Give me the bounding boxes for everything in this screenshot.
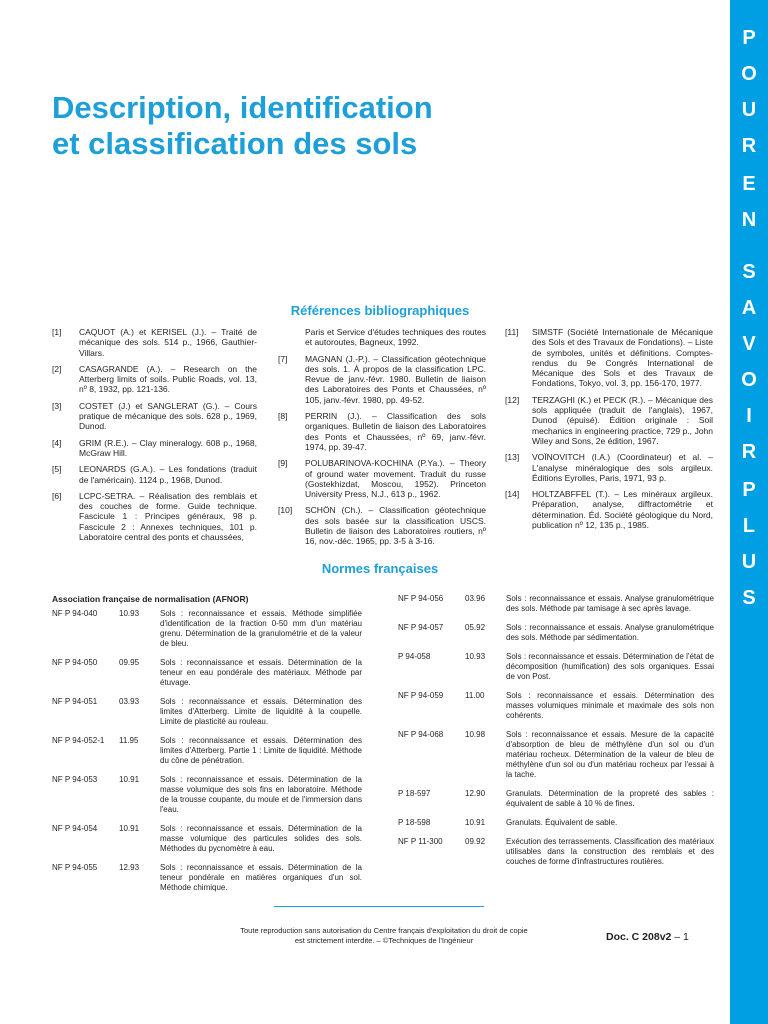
references-column-1 <box>52 327 257 548</box>
norme-date: 10.98 <box>465 730 486 739</box>
reference-number: [2] <box>52 363 62 374</box>
norme-text: Sols : reconnaissance et essais. Détermination de l'état de décomposition (humification) des sols organiques. Essai de von Post. <box>506 652 714 681</box>
norme-item <box>52 824 362 854</box>
sidebar-letter: U <box>741 99 757 121</box>
norme-code: NF P 11-300 <box>398 837 443 846</box>
doc-code: Doc. C 208v2 <box>606 931 672 943</box>
norme-item <box>398 837 714 867</box>
footer-divider <box>274 906 484 907</box>
sidebar-word-pour <box>730 20 768 164</box>
reference-item <box>52 491 257 542</box>
norme-date: 03.96 <box>465 594 486 603</box>
norme-item <box>52 697 362 727</box>
reference-text: COSTET (J.) et SANGLERAT (G.). – Cours pratique de mécanique des sols. 628 p., 1969, Dunod. <box>79 400 257 432</box>
reference-number: [3] <box>52 400 62 411</box>
references-column-3 <box>505 327 713 536</box>
reference-number: [8] <box>278 411 288 422</box>
sidebar-letter: V <box>742 333 756 355</box>
reference-item <box>505 395 713 446</box>
norme-date: 12.90 <box>465 789 486 798</box>
reference-number: [11] <box>505 327 519 337</box>
norme-date: 10.91 <box>465 818 486 827</box>
sidebar-letter: O <box>741 63 757 85</box>
norme-text: Sols : reconnaissance et essais. Détermination des limites d'Atterberg. Limite de liquidité à la coupelle. Limite de plasticité au rouleau. <box>160 697 362 726</box>
norme-text: Sols : reconnaissance et essais. Mesure de la capacité d'absorption de bleu de méthylène d'un sol ou d'un matériau rocheux. Détermination de la valeur de bleu de méthylène d'un sol ou d'un matériau rocheux par l'essai à la tache. <box>506 730 714 779</box>
reference-item <box>52 364 257 395</box>
reference-number: [6] <box>52 490 62 501</box>
reference-text: HOLTZABFFEL (T.). – Les minéraux argileux. Préparation, analyse, diffractométrie et détermination. Éd. Société géologique du Nord, publication nº 12, 135 p., 1985. <box>532 489 713 531</box>
norme-code: NF P 94-068 <box>398 730 444 739</box>
norme-code: NF P 94-059 <box>398 691 444 700</box>
references-column-2 <box>278 327 486 553</box>
sidebar-letter: L <box>742 515 756 537</box>
reference-text: LCPC-SETRA. – Réalisation des remblais et des couches de forme. Guide technique. Fascicule 1 : Principes généraux, 98 p. Fascicule 2 : Annexes techniques, 101 p. Laboratoire central des ponts et chaussées, <box>79 490 257 543</box>
reference-item <box>278 458 486 499</box>
reference-text: GRIM (R.E.). – Clay mineralogy. 608 p., 1968, McGraw Hill. <box>79 437 257 458</box>
norme-code: NF P 94-053 <box>52 775 98 784</box>
sidebar-letter: S <box>742 587 756 609</box>
norme-text: Granulats. Détermination de la propreté des sables : équivalent de sable à 10 % de fines. <box>506 789 714 808</box>
norme-date: 09.92 <box>465 837 486 846</box>
sidebar-letter: O <box>741 369 757 391</box>
reference-text: CAQUOT (A.) et KERISEL (J.). – Traité de mécanique des sols. 514 p., 1966, Gauthier-Villars. <box>79 327 257 358</box>
norme-text: Sols : reconnaissance et essais. Détermination de la masse volumique des particules solides des sols. Méthodes du pycnomètre à eau. <box>160 824 362 853</box>
norme-text: Sols : reconnaissance et essais. Détermination des masses volumiques minimale et maximale des sols non cohérents. <box>506 691 714 720</box>
norme-date: 12.93 <box>119 863 140 872</box>
reference-text: PERRIN (J.). – Classification des sols organiques. Bulletin de liaison des Laboratoires des Ponts et Chaussées, nº 69, janv.-févr. 1974, pp. 39-47. <box>305 411 486 452</box>
norme-date: 10.93 <box>465 652 486 661</box>
norme-code: NF P 94-040 <box>52 609 98 618</box>
norme-text: Sols : reconnaissance et essais. Détermination de la teneur pondérale en matières organiques d'un sol. Méthode chimique. <box>160 863 362 892</box>
sidebar-letter: S <box>742 261 756 283</box>
afnor-heading: Association française de normalisation (AFNOR) <box>52 594 249 604</box>
sidebar-word-plus <box>730 472 768 616</box>
page-number: – 1 <box>671 931 689 943</box>
sidebar-letter: R <box>741 135 757 157</box>
sidebar-letter: P <box>742 479 756 501</box>
reference-number: [12] <box>505 394 520 405</box>
norme-code: P 18-597 <box>398 789 431 798</box>
norme-item <box>52 658 362 688</box>
norme-item <box>398 789 714 809</box>
norme-code: NF P 94-050 <box>52 658 98 667</box>
title-line-1: Description, identification <box>52 90 433 125</box>
norme-date: 09.95 <box>119 658 140 667</box>
norme-code: NF P 94-057 <box>398 623 444 632</box>
reference-number: [1] <box>52 327 62 337</box>
reference-item <box>278 327 486 348</box>
normes-column-right <box>398 594 714 876</box>
copyright-line-2: est strictement interdite. – ©Techniques de l'Ingénieur <box>294 935 474 945</box>
norme-date: 11.00 <box>465 691 485 700</box>
sidebar-letter: R <box>741 441 757 463</box>
reference-item <box>278 354 486 405</box>
reference-item <box>52 327 257 358</box>
norme-item <box>398 623 714 643</box>
norme-item <box>398 818 714 828</box>
norme-item <box>398 594 714 614</box>
norme-text: Sols : reconnaissance et essais. Détermination de la masse volumique des sols fins en laboratoire. Méthode de la trousse coupante, du moule et de l'immersion dans l'eau. <box>160 775 362 814</box>
reference-item <box>278 411 486 452</box>
reference-item <box>505 489 713 530</box>
reference-number: [9] <box>278 458 288 469</box>
norme-code: P 18-598 <box>398 818 431 827</box>
norme-text: Sols : reconnaissance et essais. Détermination de la teneur en eau pondérale des matériaux. Méthode par étuvage. <box>160 658 362 687</box>
reference-text: CASAGRANDE (A.). – Research on the Atterberg limits of soils. Public Roads, vol. 13, nº 8, 1932, pp. 121-136. <box>79 363 257 395</box>
copyright-line-1: Toute reproduction sans autorisation du Centre français d'exploitation du droit de copie <box>240 926 528 935</box>
norme-text: Sols : reconnaissance et essais. Méthode simplifiée d'identification de la fraction 0-50 mm d'un matériau grenu. Détermination de la granulométrie et de la valeur de bleu. <box>160 609 362 648</box>
reference-item <box>52 464 257 485</box>
sidebar-word-en <box>730 166 768 238</box>
norme-date: 05.92 <box>465 623 486 632</box>
norme-text: Sols : reconnaissance et essais. Détermination des limites d'Atterberg. Partie 1 : Limite de liquidité. Méthode du cône de pénétration. <box>160 736 362 765</box>
sidebar-word-savoir <box>730 254 768 470</box>
reference-text: TERZAGHI (K.) et PECK (R.). – Mécanique des sols appliquée (traduit de l'anglais), 1967, Dunod (épuisé). Édition originale : Soil mechanics in engineering practice, 729 p., John Wiley and Sons, 2e édition, 1967. <box>532 394 713 446</box>
norme-item <box>398 730 714 780</box>
reference-text: POLUBARINOVA-KOCHINA (P.Ya.). – Theory of ground water movement. Traduit du russe (Gostekhizdat, Moscou, 1952). Princeton University Press, N.J., 613 p., 1962. <box>305 458 486 500</box>
norme-date: 10.91 <box>119 824 140 833</box>
norme-text: Exécution des terrassements. Classification des matériaux utilisables dans la construction des remblais et des couches de forme d'infrastructures routières. <box>506 837 714 866</box>
normes-column-left <box>52 609 362 902</box>
page-title <box>52 90 702 162</box>
reference-text: SIMSTF (Société Internationale de Mécanique des Sols et des Travaux de Fondations). – Liste de symboles, unités et définitions. Comptes-rendus du 9e Congrès International de Mécanique des Sols et des Travaux de Fondations, Tokyo, vol. 3, pp. 156-170, 1977. <box>532 327 713 389</box>
reference-item <box>505 327 713 389</box>
reference-text: VOÏNOVITCH (I.A.) (Coordinateur) et al. – L'analyse minéralogique des sols argileux. Éditions Eyrolles, Paris, 1971, 93 p. <box>532 452 713 483</box>
norme-text: Granulats. Équivalent de sable. <box>506 818 618 827</box>
reference-text: MAGNAN (J.-P.). – Classification géotechnique des sols. 1. À propos de la classification LPC. Revue de janv.-févr. 1980. Bulletin de liaison des Laboratoires des Ponts et Chaussées, nº 105, janv.-févr. 1980, pp. 49-52. <box>305 353 486 405</box>
sidebar-letter: N <box>741 209 757 231</box>
sidebar-letter: E <box>742 173 756 195</box>
reference-number: [5] <box>52 464 62 475</box>
reference-number: [13] <box>505 452 520 463</box>
sidebar-letter: P <box>742 27 756 49</box>
norme-item <box>52 736 362 766</box>
reference-text: SCHÖN (Ch.). – Classification géotechnique des sols basée sur la classification USCS. Bulletin de liaison des Laboratoires routiers, nº 16, nov.-déc. 1965, pp. 3-5 à 3-16. <box>305 505 486 547</box>
reference-number: [14] <box>505 489 520 500</box>
norme-item <box>52 775 362 815</box>
norme-code: NF P 94-051 <box>52 697 98 706</box>
norme-code: P 94-058 <box>398 652 431 661</box>
norme-code: NF P 94-054 <box>52 824 98 833</box>
title-line-2: et classification des sols <box>52 126 418 161</box>
norme-text: Sols : reconnaissance et essais. Analyse granulométrique des sols. Méthode par tamisage à sec après lavage. <box>506 594 714 613</box>
norme-date: 11.95 <box>119 736 139 745</box>
norme-code: NF P 94-056 <box>398 594 444 603</box>
sidebar-letter: I <box>746 405 752 427</box>
norme-date: 03.93 <box>119 697 140 706</box>
reference-number: [10] <box>278 505 293 516</box>
pour-en-savoir-plus-sidebar <box>730 0 768 1024</box>
reference-item <box>52 401 257 432</box>
norme-item <box>52 609 362 649</box>
sidebar-letter: U <box>741 551 757 573</box>
reference-text: LEONARDS (G.A.). – Les fondations (traduit de l'américain). 1124 p., 1968, Dunod. <box>79 464 257 485</box>
norme-item <box>398 652 714 682</box>
norme-date: 10.91 <box>119 775 140 784</box>
norme-item <box>398 691 714 721</box>
norme-code: NF P 94-055 <box>52 863 98 872</box>
copyright-notice <box>180 926 588 945</box>
document-reference <box>606 931 689 943</box>
reference-number: [4] <box>52 437 62 448</box>
norme-item <box>52 863 362 893</box>
reference-item <box>278 505 486 546</box>
references-heading: Références bibliographiques <box>290 303 470 318</box>
normes-heading: Normes françaises <box>321 561 439 576</box>
norme-text: Sols : reconnaissance et essais. Analyse granulométrique des sols. Méthode par sédimentation. <box>506 623 714 642</box>
reference-item <box>505 452 713 483</box>
reference-text: Paris et Service d'études techniques des routes et autoroutes, Bagneux, 1992. <box>305 327 486 348</box>
reference-number: [7] <box>278 353 288 364</box>
sidebar-letter: A <box>741 297 757 319</box>
norme-date: 10.93 <box>119 609 140 618</box>
reference-item <box>52 438 257 459</box>
norme-code: NF P 94-052-1 <box>52 736 105 745</box>
